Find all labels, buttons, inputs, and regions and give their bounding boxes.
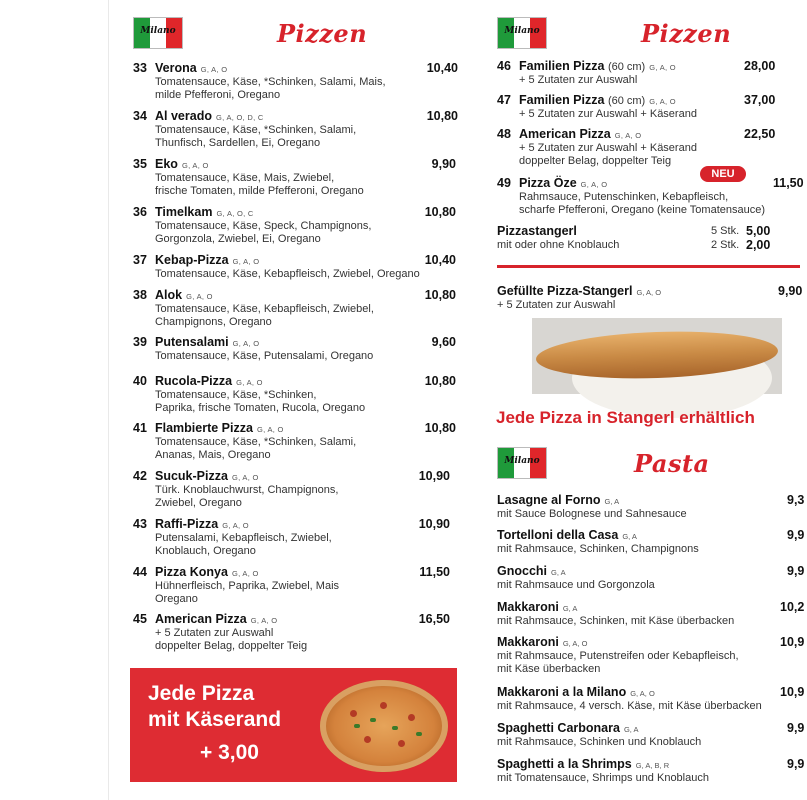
item-description: + 5 Zutaten zur Auswahl doppelter Belag, doppelter Teig	[155, 627, 308, 652]
item-description: mit Rahmsauce und Gorgonzola	[497, 579, 655, 591]
item-price: 10,80	[424, 205, 456, 219]
item-number: 43	[133, 517, 147, 531]
item-description: Tomatensauce, Käse, Kebapfleisch, Zwiebel, Oregano	[155, 268, 420, 280]
item-description: Türk. Knoblauchwurst, Champignons, Zwiebel, Oregano	[155, 484, 339, 509]
item-price: 9,3	[787, 493, 805, 507]
item-description: Tomatensauce, Käse, *Schinken, Paprika, frische Tomaten, Rucola, Oregano	[155, 389, 366, 414]
menu-item	[133, 205, 458, 245]
allergen-codes: G, A, O	[181, 161, 209, 170]
item-number: 37	[133, 253, 147, 267]
menu-item	[133, 612, 458, 652]
pasta-item	[497, 635, 807, 675]
item-description: Putensalami, Kebapfleisch, Zwiebel, Knoblauch, Oregano	[155, 532, 332, 557]
item-price: 2,00	[746, 238, 771, 252]
italian-flag-logo	[133, 17, 183, 49]
item-price: 10,9	[780, 685, 805, 699]
item-description: + 5 Zutaten zur Auswahl	[519, 74, 638, 86]
item-name: Pizza Öze G, A, O	[519, 176, 608, 190]
menu-item	[497, 93, 807, 121]
menu-item	[133, 109, 458, 149]
allergen-codes: G, A, O	[231, 473, 259, 482]
item-price: 10,80	[426, 109, 458, 123]
item-description: Tomatensauce, Käse, *Schinken, Salami, Mais, milde Pfefferoni, Oregano	[155, 76, 386, 101]
allergen-codes: G, A	[622, 532, 637, 541]
promo-price: + 3,00	[200, 741, 259, 764]
item-price: 9,9	[787, 564, 805, 578]
item-name: Rucola-Pizza G, A, O	[155, 374, 263, 388]
menu-item	[133, 517, 458, 557]
item-price: 10,90	[418, 517, 450, 531]
item-name: Eko G, A, O	[155, 157, 209, 171]
column-divider	[108, 0, 109, 800]
allergen-codes: G, A, O	[231, 569, 259, 578]
allergen-codes: G, A, O, D, C	[215, 113, 264, 122]
item-name: Flambierte Pizza G, A, O	[155, 421, 284, 435]
pasta-item	[497, 685, 807, 713]
item-name: Sucuk-Pizza G, A, O	[155, 469, 259, 483]
item-price: 37,00	[744, 93, 776, 107]
item-name: Putensalami G, A, O	[155, 335, 260, 349]
item-description: mit Tomatensauce, Shrimps und Knoblauch	[497, 772, 709, 784]
allergen-codes: G, A	[562, 604, 578, 613]
item-number: 44	[133, 565, 147, 579]
item-description: Tomatensauce, Käse, Kebapfleisch, Zwiebel, Champignons, Oregano	[155, 303, 374, 328]
allergen-codes: G, A, O	[562, 639, 588, 648]
flag-text: Milano	[140, 26, 176, 36]
item-price: 9,9	[787, 721, 805, 735]
item-description: Tomatensauce, Käse, Speck, Champignons, Gorgonzola, Zwiebel, Ei, Oregano	[155, 220, 372, 245]
italian-flag-logo	[497, 17, 547, 49]
menu-item	[133, 288, 458, 328]
item-name: Makkaroni a la Milano G, A, O	[497, 685, 655, 699]
item-price: 9,60	[431, 335, 456, 349]
item-price: 22,50	[744, 127, 776, 141]
item-price: 28,00	[744, 59, 776, 73]
italian-flag-logo	[497, 447, 547, 479]
item-name: Pizza Konya G, A, O	[155, 565, 259, 579]
pasta-item	[497, 757, 807, 785]
menu-item	[133, 421, 458, 461]
section-title: Pizzen	[641, 19, 732, 48]
item-name: Timelkam G, A, O, C	[155, 205, 254, 219]
promo-line: mit Käserand	[148, 708, 282, 731]
flag-text: Milano	[504, 456, 540, 466]
item-description: mit Rahmsauce, Schinken und Knoblauch	[497, 736, 702, 748]
item-price: 11,50	[419, 565, 450, 579]
right-menu-column	[470, 0, 805, 800]
allergen-codes: G, A, O	[256, 425, 284, 434]
item-price: 5,00	[746, 224, 771, 238]
pasta-item	[497, 528, 807, 556]
item-name: Pizzastangerl	[497, 224, 577, 238]
menu-item	[133, 157, 458, 197]
item-name: Makkaroni G, A, O	[497, 635, 588, 649]
pasta-item	[497, 600, 807, 628]
allergen-codes: G, A, O	[614, 131, 642, 140]
item-description: Hühnerfleisch, Paprika, Zwiebel, Mais Oregano	[155, 580, 340, 605]
item-name: Tortelloni della Casa G, A	[497, 528, 637, 542]
item-price: 10,9	[780, 635, 805, 649]
allergen-codes: G, A, O	[236, 378, 263, 387]
item-price: 10,90	[418, 469, 450, 483]
quantity-label: 5 Stk.	[711, 225, 740, 237]
allergen-codes: G, A, O	[232, 339, 260, 348]
allergen-codes: G, A, B, R	[635, 761, 670, 770]
allergen-codes: G, A, O	[222, 521, 249, 530]
allergen-codes: G, A, O	[580, 180, 608, 189]
item-number: 36	[133, 205, 147, 219]
pizza-photo	[320, 680, 448, 772]
quantity-label: 2 Stk.	[711, 239, 740, 251]
flag-text: Milano	[504, 26, 540, 36]
pizzastangerl-item	[497, 224, 807, 256]
section-title: Pizzen	[277, 19, 368, 48]
item-name: Spaghetti Carbonara G, A	[497, 721, 639, 735]
menu-item	[133, 335, 458, 363]
item-description: mit Rahmsauce, Putenstreifen oder Kebapfleisch, mit Käse überbacken	[497, 650, 739, 675]
item-description: mit Sauce Bolognese und Sahnesauce	[497, 508, 687, 520]
item-number: 47	[497, 93, 511, 107]
item-name: Makkaroni G, A	[497, 600, 578, 614]
item-number: 48	[497, 127, 511, 141]
pasta-item	[497, 564, 807, 592]
allergen-codes: G, A, O	[630, 689, 655, 698]
divider-rule	[497, 265, 800, 268]
allergen-codes: G, A, O	[200, 65, 228, 74]
pasta-item	[497, 493, 807, 521]
item-number: 40	[133, 374, 147, 388]
menu-item	[133, 253, 458, 281]
item-description: Tomatensauce, Käse, Putensalami, Oregano	[155, 350, 374, 362]
item-name: Al verado G, A, O, D, C	[155, 109, 264, 123]
promo-line: Jede Pizza	[148, 682, 255, 705]
item-number: 42	[133, 469, 147, 483]
item-price: 10,80	[424, 374, 456, 388]
item-description: Tomatensauce, Käse, *Schinken, Salami, Ananas, Mais, Oregano	[155, 436, 357, 461]
allergen-codes: G, A, O	[636, 288, 662, 297]
allergen-codes: G, A, O, C	[216, 209, 254, 218]
pizzen-header	[133, 17, 463, 51]
kaeserand-promo	[130, 668, 457, 782]
item-price: 16,50	[418, 612, 450, 626]
item-name: Raffi-Pizza G, A, O	[155, 517, 249, 531]
item-price: 9,90	[778, 284, 803, 298]
stangerl-banner: Jede Pizza in Stangerl erhältlich	[496, 408, 755, 427]
item-price: 10,40	[424, 253, 456, 267]
item-name: Gefüllte Pizza-Stangerl G, A, O	[497, 284, 662, 298]
item-name: Kebap-Pizza G, A, O	[155, 253, 260, 267]
item-description: + 5 Zutaten zur Auswahl + Käserand doppelter Belag, doppelter Teig	[519, 142, 697, 167]
item-number: 33	[133, 61, 147, 75]
item-description: Tomatensauce, Käse, Mais, Zwiebel, frische Tomaten, milde Pfefferoni, Oregano	[155, 172, 364, 197]
item-description: Tomatensauce, Käse, *Schinken, Salami, Thunfisch, Sardellen, Ei, Oregano	[155, 124, 357, 149]
allergen-codes: G, A, O	[649, 97, 676, 106]
item-description: mit Rahmsauce, Schinken, mit Käse überbacken	[497, 615, 735, 627]
allergen-codes: G, A, O	[250, 616, 278, 625]
menu-item	[497, 59, 807, 87]
item-name: American Pizza G, A, O	[155, 612, 278, 626]
item-name: Verona G, A, O	[155, 61, 228, 75]
allergen-codes: G, A	[623, 725, 639, 734]
item-description: Rahmsauce, Putenschinken, Kebapfleisch, scharfe Pfefferoni, Oregano (keine Tomatensauce)	[519, 191, 766, 216]
item-description: mit Rahmsauce, Schinken, Champignons	[497, 543, 699, 555]
pasta-header	[497, 447, 797, 481]
item-description: mit oder ohne Knoblauch	[497, 239, 620, 251]
menu-item	[133, 61, 458, 101]
allergen-codes: G, A	[551, 568, 566, 577]
stangerl-photo	[532, 318, 782, 394]
menu-item	[133, 374, 458, 414]
item-name: Gnocchi G, A	[497, 564, 566, 578]
item-number: 35	[133, 157, 147, 171]
item-price: 10,80	[424, 288, 456, 302]
item-name: Spaghetti a la Shrimps G, A, B, R	[497, 757, 670, 771]
item-description: mit Rahmsauce, 4 versch. Käse, mit Käse überbacken	[497, 700, 762, 712]
item-number: 49	[497, 176, 511, 190]
allergen-codes: G, A, O	[186, 292, 213, 301]
item-description: + 5 Zutaten zur Auswahl + Käserand	[519, 108, 697, 120]
item-price: 9,9	[787, 528, 805, 542]
item-number: 46	[497, 59, 511, 73]
menu-item	[497, 127, 807, 167]
item-price: 10,2	[780, 600, 805, 614]
gefuellte-stangerl-item	[497, 284, 807, 312]
item-number: 38	[133, 288, 147, 302]
item-name: American Pizza G, A, O	[519, 127, 642, 141]
menu-item	[133, 469, 458, 509]
allergen-codes: G, A, O	[232, 257, 260, 266]
item-price: 11,50	[773, 176, 804, 190]
item-number: 34	[133, 109, 147, 123]
item-price: 10,80	[424, 421, 456, 435]
item-number: 39	[133, 335, 147, 349]
item-name: Alok G, A, O	[155, 288, 213, 302]
item-name: Lasagne al Forno G, A	[497, 493, 620, 507]
allergen-codes: G, A	[604, 497, 620, 506]
item-name: Familien Pizza (60 cm) G, A, O	[519, 93, 676, 107]
pasta-item	[497, 721, 807, 749]
item-price: 9,90	[431, 157, 456, 171]
allergen-codes: G, A, O	[649, 63, 676, 72]
section-title: Pasta	[634, 449, 710, 478]
item-price: 9,9	[787, 757, 805, 771]
item-description: + 5 Zutaten zur Auswahl	[497, 299, 616, 311]
item-price: 10,40	[426, 61, 458, 75]
menu-item	[133, 565, 458, 605]
item-name: Familien Pizza (60 cm) G, A, O	[519, 59, 676, 73]
item-number: 41	[133, 421, 147, 435]
pizzen-header	[497, 17, 797, 51]
item-number: 45	[133, 612, 147, 626]
new-badge: NEU	[700, 166, 746, 182]
menu-item	[497, 176, 807, 216]
